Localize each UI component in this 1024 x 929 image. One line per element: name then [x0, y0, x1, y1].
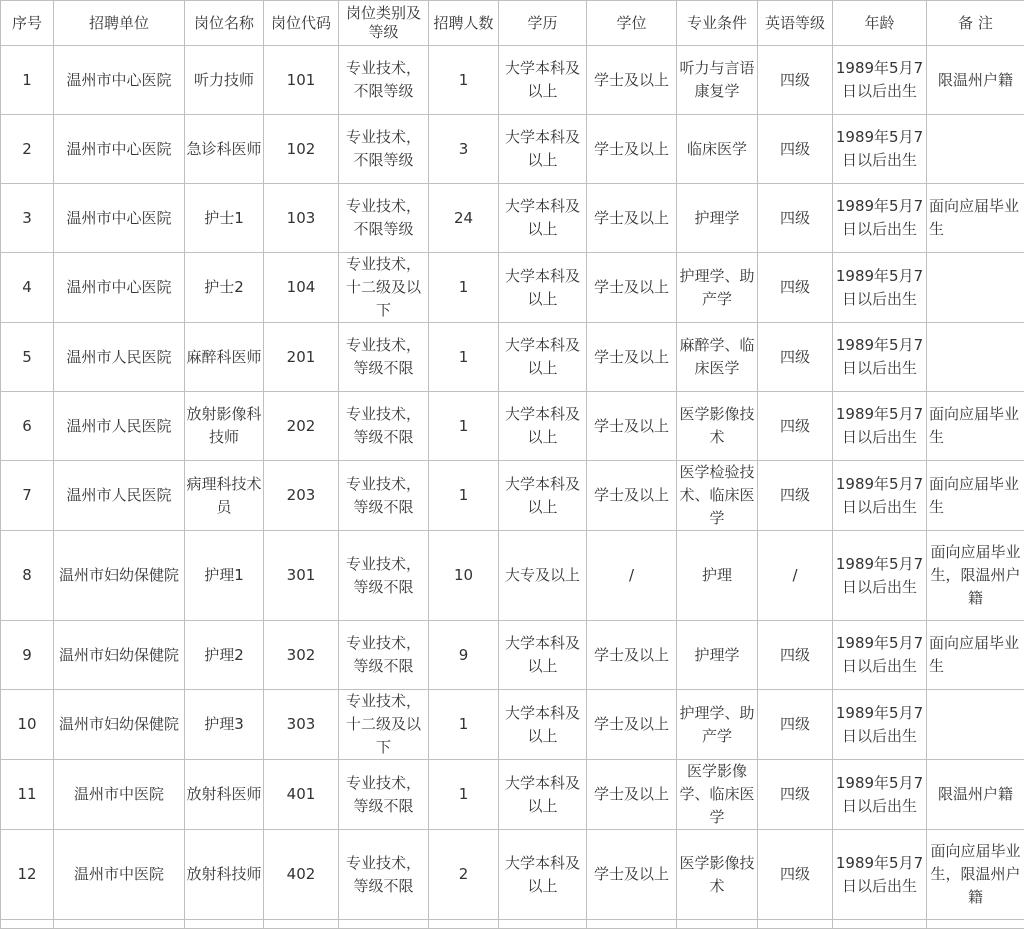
cell-post: 护理2: [185, 621, 264, 690]
cell-code: 203: [264, 461, 339, 531]
cell-no: 1: [1, 46, 54, 115]
empty-cell: [264, 920, 339, 929]
cell-code: 101: [264, 46, 339, 115]
cell-unit: 温州市人民医院: [54, 323, 185, 392]
empty-cell: [833, 920, 927, 929]
cell-no: 10: [1, 690, 54, 760]
cell-unit: 温州市中心医院: [54, 115, 185, 184]
cell-note: [927, 690, 1024, 760]
cell-count: 1: [429, 323, 499, 392]
cell-english: 四级: [758, 253, 833, 323]
cell-unit: 温州市妇幼保健院: [54, 690, 185, 760]
cell-count: 9: [429, 621, 499, 690]
col-header-major: 专业条件: [677, 1, 758, 46]
cell-category: 专业技术，等级不限: [339, 621, 429, 690]
cell-post: 听力技师: [185, 46, 264, 115]
empty-cell: [429, 920, 499, 929]
cell-age: 1989年5月7日以后出生: [833, 253, 927, 323]
cell-note: [927, 115, 1024, 184]
cell-english: 四级: [758, 46, 833, 115]
cell-note: 面向应届毕业生，限温州户籍: [927, 830, 1024, 920]
cell-unit: 温州市中心医院: [54, 253, 185, 323]
cell-major: 护理学、助产学: [677, 690, 758, 760]
cell-english: 四级: [758, 392, 833, 461]
table-row: [1, 392, 1024, 461]
cell-note: 面向应届毕业生: [927, 392, 1024, 461]
cell-age: 1989年5月7日以后出生: [833, 760, 927, 830]
cell-post: 放射科医师: [185, 760, 264, 830]
cell-post: 病理科技术员: [185, 461, 264, 531]
cell-degree: 学士及以上: [587, 392, 677, 461]
empty-cell: [758, 920, 833, 929]
cell-no: 7: [1, 461, 54, 531]
cell-post: 急诊科医师: [185, 115, 264, 184]
cell-code: 301: [264, 531, 339, 621]
cell-post: 护理3: [185, 690, 264, 760]
cell-education: 大学本科及以上: [499, 461, 587, 531]
col-header-education: 学历: [499, 1, 587, 46]
cell-no: 8: [1, 531, 54, 621]
cell-degree: 学士及以上: [587, 830, 677, 920]
table-row: [1, 115, 1024, 184]
cell-count: 24: [429, 184, 499, 253]
cell-degree: 学士及以上: [587, 690, 677, 760]
cell-degree: 学士及以上: [587, 461, 677, 531]
cell-education: 大学本科及以上: [499, 323, 587, 392]
cell-age: 1989年5月7日以后出生: [833, 184, 927, 253]
cell-post: 护理1: [185, 531, 264, 621]
cell-english: 四级: [758, 184, 833, 253]
col-header-count: 招聘人数: [429, 1, 499, 46]
cell-major: 护理: [677, 531, 758, 621]
cell-category: 专业技术，不限等级: [339, 184, 429, 253]
empty-cell: [927, 920, 1024, 929]
cell-age: 1989年5月7日以后出生: [833, 461, 927, 531]
cell-count: 1: [429, 392, 499, 461]
cell-post: 护士2: [185, 253, 264, 323]
col-header-age: 年龄: [833, 1, 927, 46]
cell-age: 1989年5月7日以后出生: [833, 115, 927, 184]
cell-major: 护理学: [677, 621, 758, 690]
cell-major: 听力与言语康复学: [677, 46, 758, 115]
cell-english: 四级: [758, 760, 833, 830]
cell-count: 1: [429, 253, 499, 323]
cell-major: 医学影像学、临床医学: [677, 760, 758, 830]
cell-english: 四级: [758, 461, 833, 531]
cell-category: 专业技术，等级不限: [339, 392, 429, 461]
cell-education: 大学本科及以上: [499, 46, 587, 115]
cell-degree: 学士及以上: [587, 621, 677, 690]
cell-count: 1: [429, 461, 499, 531]
table-row: [1, 690, 1024, 760]
cell-code: 402: [264, 830, 339, 920]
cell-no: 4: [1, 253, 54, 323]
cell-code: 202: [264, 392, 339, 461]
table-row: [1, 621, 1024, 690]
cell-unit: 温州市中医院: [54, 830, 185, 920]
cell-degree: /: [587, 531, 677, 621]
cell-no: 11: [1, 760, 54, 830]
cell-major: 护理学: [677, 184, 758, 253]
cell-unit: 温州市妇幼保健院: [54, 621, 185, 690]
cell-degree: 学士及以上: [587, 760, 677, 830]
cell-major: 医学影像技术: [677, 830, 758, 920]
cell-count: 1: [429, 46, 499, 115]
cell-category: 专业技术，等级不限: [339, 830, 429, 920]
cell-code: 401: [264, 760, 339, 830]
col-header-unit: 招聘单位: [54, 1, 185, 46]
cell-post: 护士1: [185, 184, 264, 253]
table-row: [1, 760, 1024, 830]
cell-category: 专业技术，十二级及以下: [339, 690, 429, 760]
cell-category: 专业技术，不限等级: [339, 115, 429, 184]
col-header-code: 岗位代码: [264, 1, 339, 46]
cell-no: 12: [1, 830, 54, 920]
cell-english: 四级: [758, 621, 833, 690]
cell-category: 专业技术，十二级及以下: [339, 253, 429, 323]
cell-major: 医学检验技术、临床医学: [677, 461, 758, 531]
col-header-post: 岗位名称: [185, 1, 264, 46]
table-row: [1, 461, 1024, 531]
cell-unit: 温州市人民医院: [54, 392, 185, 461]
empty-cell: [499, 920, 587, 929]
empty-cell: [54, 920, 185, 929]
cell-major: 医学影像技术: [677, 392, 758, 461]
cell-code: 201: [264, 323, 339, 392]
empty-cell: [1, 920, 54, 929]
table-row: [1, 184, 1024, 253]
cell-unit: 温州市中心医院: [54, 184, 185, 253]
cell-category: 专业技术，等级不限: [339, 461, 429, 531]
cell-no: 2: [1, 115, 54, 184]
cell-age: 1989年5月7日以后出生: [833, 392, 927, 461]
cell-unit: 温州市中医院: [54, 760, 185, 830]
cell-code: 103: [264, 184, 339, 253]
cell-note: 面向应届毕业生: [927, 184, 1024, 253]
cell-note: 限温州户籍: [927, 760, 1024, 830]
cell-note: [927, 323, 1024, 392]
cell-category: 专业技术，等级不限: [339, 760, 429, 830]
cell-no: 6: [1, 392, 54, 461]
cell-major: 麻醉学、临床医学: [677, 323, 758, 392]
cell-category: 专业技术，等级不限: [339, 323, 429, 392]
table-row: [1, 531, 1024, 621]
cell-no: 3: [1, 184, 54, 253]
cell-age: 1989年5月7日以后出生: [833, 690, 927, 760]
cell-degree: 学士及以上: [587, 184, 677, 253]
cell-count: 10: [429, 531, 499, 621]
cell-post: 麻醉科医师: [185, 323, 264, 392]
cell-education: 大学本科及以上: [499, 621, 587, 690]
cell-education: 大学本科及以上: [499, 760, 587, 830]
cell-english: 四级: [758, 115, 833, 184]
table-row-partial: [1, 920, 1024, 929]
cell-count: 1: [429, 690, 499, 760]
cell-education: 大学本科及以上: [499, 392, 587, 461]
cell-category: 专业技术，不限等级: [339, 46, 429, 115]
cell-no: 5: [1, 323, 54, 392]
cell-count: 3: [429, 115, 499, 184]
cell-no: 9: [1, 621, 54, 690]
cell-unit: 温州市妇幼保健院: [54, 531, 185, 621]
cell-note: 面向应届毕业生: [927, 621, 1024, 690]
cell-age: 1989年5月7日以后出生: [833, 531, 927, 621]
cell-age: 1989年5月7日以后出生: [833, 621, 927, 690]
cell-major: 临床医学: [677, 115, 758, 184]
cell-code: 102: [264, 115, 339, 184]
cell-education: 大学本科及以上: [499, 115, 587, 184]
table-row: [1, 830, 1024, 920]
col-header-note: 备 注: [927, 1, 1024, 46]
cell-category: 专业技术，等级不限: [339, 531, 429, 621]
cell-english: 四级: [758, 830, 833, 920]
header-row: [1, 1, 1024, 46]
empty-cell: [587, 920, 677, 929]
cell-major: 护理学、助产学: [677, 253, 758, 323]
cell-post: 放射科技师: [185, 830, 264, 920]
cell-note: 面向应届毕业生，限温州户籍: [927, 531, 1024, 621]
cell-degree: 学士及以上: [587, 253, 677, 323]
cell-english: 四级: [758, 690, 833, 760]
cell-english: /: [758, 531, 833, 621]
cell-degree: 学士及以上: [587, 46, 677, 115]
table-row: [1, 46, 1024, 115]
cell-count: 2: [429, 830, 499, 920]
cell-degree: 学士及以上: [587, 323, 677, 392]
cell-education: 大学本科及以上: [499, 690, 587, 760]
cell-education: 大专及以上: [499, 531, 587, 621]
cell-unit: 温州市人民医院: [54, 461, 185, 531]
cell-english: 四级: [758, 323, 833, 392]
cell-age: 1989年5月7日以后出生: [833, 830, 927, 920]
col-header-english: 英语等级: [758, 1, 833, 46]
table-row: [1, 323, 1024, 392]
cell-post: 放射影像科技师: [185, 392, 264, 461]
empty-cell: [339, 920, 429, 929]
empty-cell: [677, 920, 758, 929]
cell-education: 大学本科及以上: [499, 253, 587, 323]
cell-count: 1: [429, 760, 499, 830]
cell-code: 303: [264, 690, 339, 760]
col-header-category: 岗位类别及等级: [339, 1, 429, 46]
cell-note: 面向应届毕业生: [927, 461, 1024, 531]
cell-education: 大学本科及以上: [499, 830, 587, 920]
table-row: [1, 253, 1024, 323]
col-header-degree: 学位: [587, 1, 677, 46]
cell-unit: 温州市中心医院: [54, 46, 185, 115]
col-header-no: 序号: [1, 1, 54, 46]
cell-code: 104: [264, 253, 339, 323]
cell-education: 大学本科及以上: [499, 184, 587, 253]
cell-code: 302: [264, 621, 339, 690]
cell-note: [927, 253, 1024, 323]
cell-note: 限温州户籍: [927, 46, 1024, 115]
cell-degree: 学士及以上: [587, 115, 677, 184]
empty-cell: [185, 920, 264, 929]
cell-age: 1989年5月7日以后出生: [833, 46, 927, 115]
cell-age: 1989年5月7日以后出生: [833, 323, 927, 392]
